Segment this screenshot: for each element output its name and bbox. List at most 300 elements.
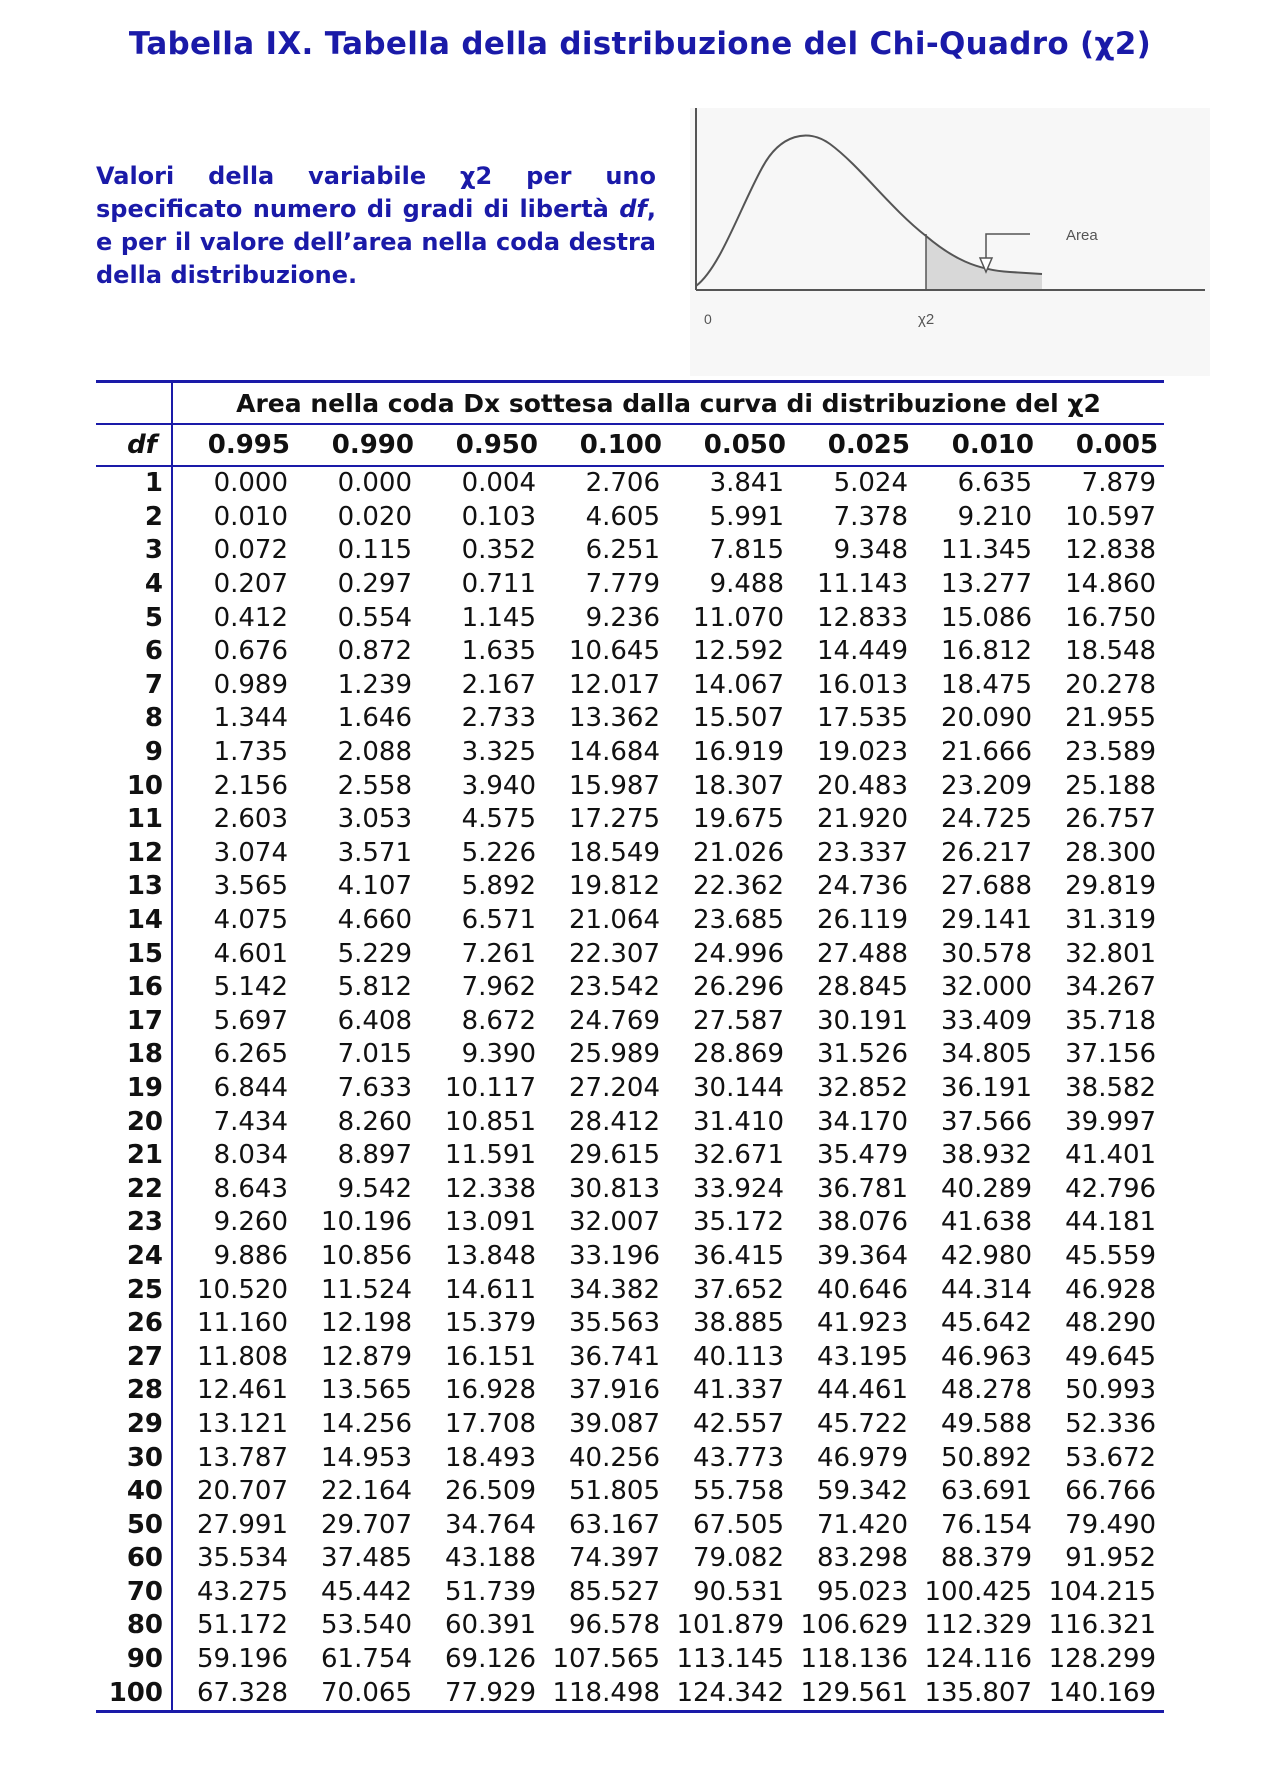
chi-value-cell: 27.991 — [197, 1509, 288, 1540]
chi-value-cell: 37.916 — [569, 1375, 660, 1406]
chi-value-cell: 50.993 — [1065, 1375, 1157, 1406]
chi-value-cell: 11.160 — [197, 1308, 288, 1339]
df-cell: 13 — [96, 870, 172, 904]
chi-value-cell: 10.851 — [445, 1106, 536, 1137]
chi-value-cell: 0.711 — [461, 569, 536, 600]
chi-value-cell: 46.928 — [1065, 1274, 1157, 1305]
chi-value-cell: 4.605 — [585, 501, 660, 532]
chi-value-cell: 0.676 — [213, 636, 288, 667]
chi-value-cell: 67.505 — [693, 1509, 784, 1540]
chi-value-cell: 10.196 — [321, 1207, 412, 1238]
chi-value-cell: 32.000 — [941, 972, 1032, 1003]
table-row — [96, 937, 1164, 971]
chi-value-cell: 135.807 — [916, 1676, 1040, 1711]
chi-value-cell: 5.991 — [709, 501, 784, 532]
chi-value-cell: 32.671 — [693, 1140, 784, 1171]
chi-value-cell: 101.879 — [676, 1610, 784, 1641]
table-row — [96, 669, 1164, 703]
chi-value-cell: 0.000 — [213, 468, 288, 499]
chi-value-cell: 33.924 — [693, 1173, 784, 1204]
chi-square-table — [96, 380, 1164, 1713]
df-cell: 15 — [96, 937, 172, 971]
chi-value-cell: 45.722 — [817, 1408, 908, 1439]
df-cell: 10 — [96, 769, 172, 803]
df-cell: 30 — [96, 1441, 172, 1475]
intro-text-2: , e per il valore dell’area nella coda destra della distribuzione. — [96, 195, 656, 289]
df-cell: 12 — [96, 837, 172, 871]
table-row — [96, 1643, 1164, 1677]
chi-value-cell: 2.706 — [585, 468, 660, 499]
chi-value-cell: 124.342 — [668, 1676, 792, 1711]
figure-background — [690, 108, 1210, 376]
chi-value-cell: 17.275 — [569, 804, 660, 835]
chi-value-cell: 39.087 — [569, 1408, 660, 1439]
chi-value-cell: 40.289 — [941, 1173, 1032, 1204]
chi-value-cell: 50.892 — [941, 1442, 1032, 1473]
chi-value-cell: 3.325 — [461, 737, 536, 768]
chi-value-cell: 7.434 — [213, 1106, 288, 1137]
df-cell: 70 — [96, 1576, 172, 1610]
chi-value-cell: 1.344 — [213, 703, 288, 734]
df-cell: 18 — [96, 1038, 172, 1072]
chi-value-cell: 48.278 — [941, 1375, 1032, 1406]
chi-value-cell: 3.571 — [337, 837, 412, 868]
table-row — [96, 1206, 1164, 1240]
chi-value-cell: 11.070 — [693, 602, 784, 633]
table-row — [96, 736, 1164, 770]
chi-value-cell: 60.391 — [445, 1610, 536, 1641]
chi-value-cell: 6.571 — [461, 905, 536, 936]
chi-value-cell: 6.251 — [585, 535, 660, 566]
chi-value-cell: 14.256 — [321, 1408, 412, 1439]
chi-value-cell: 14.860 — [1065, 569, 1157, 600]
chi-value-cell: 13.091 — [445, 1207, 536, 1238]
chi-value-cell: 14.449 — [817, 636, 908, 667]
chi-value-cell: 129.561 — [792, 1676, 916, 1711]
chi-value-cell: 2.156 — [213, 770, 288, 801]
df-cell: 20 — [96, 1105, 172, 1139]
chi-value-cell: 29.819 — [1065, 871, 1157, 902]
table-row — [96, 568, 1164, 602]
df-cell: 3 — [96, 534, 172, 568]
x-origin-label: 0 — [704, 311, 712, 327]
table-row — [96, 1038, 1164, 1072]
chi-value-cell: 46.979 — [817, 1442, 908, 1473]
df-cell: 21 — [96, 1139, 172, 1173]
chi-value-cell: 19.675 — [693, 804, 784, 835]
chi-value-cell: 16.928 — [445, 1375, 536, 1406]
chi-value-cell: 12.833 — [817, 602, 908, 633]
table-row — [96, 1139, 1164, 1173]
chi-square-figure — [690, 108, 1210, 376]
df-cell: 11 — [96, 803, 172, 837]
chi-value-cell: 26.296 — [693, 972, 784, 1003]
chi-value-cell: 44.314 — [941, 1274, 1032, 1305]
table-row — [96, 803, 1164, 837]
chi-value-cell: 35.563 — [569, 1308, 660, 1339]
chi-value-cell: 24.736 — [817, 871, 908, 902]
chi-value-cell: 9.390 — [461, 1039, 536, 1070]
chi-value-cell: 13.848 — [445, 1240, 536, 1271]
chi-value-cell: 67.328 — [172, 1676, 296, 1711]
chi-value-cell: 21.064 — [569, 905, 660, 936]
p-value-header: 0.990 — [296, 424, 420, 466]
chi-value-cell: 0.010 — [213, 501, 288, 532]
chi-value-cell: 2.603 — [213, 804, 288, 835]
chi-value-cell: 5.697 — [213, 1005, 288, 1036]
chi-value-cell: 95.023 — [817, 1576, 908, 1607]
chi-value-cell: 0.103 — [461, 501, 536, 532]
chi-value-cell: 24.769 — [569, 1005, 660, 1036]
chi-value-cell: 41.401 — [1065, 1140, 1157, 1171]
chi-value-cell: 2.088 — [337, 737, 412, 768]
table-row — [96, 1374, 1164, 1408]
chi-value-cell: 49.645 — [1065, 1341, 1157, 1372]
chi-value-cell: 30.578 — [941, 938, 1032, 969]
table-row — [96, 1408, 1164, 1442]
df-cell: 28 — [96, 1374, 172, 1408]
chi-value-cell: 32.007 — [569, 1207, 660, 1238]
chi-value-cell: 3.565 — [213, 871, 288, 902]
chi-value-cell: 11.345 — [941, 535, 1032, 566]
chi-value-cell: 27.204 — [569, 1072, 660, 1103]
table-row — [96, 1172, 1164, 1206]
chi-value-cell: 4.075 — [213, 905, 288, 936]
chi-square-table-container — [96, 380, 1164, 1713]
chi-value-cell: 10.117 — [445, 1072, 536, 1103]
chi-value-cell: 51.805 — [569, 1476, 660, 1507]
chi-value-cell: 15.507 — [693, 703, 784, 734]
chi-value-cell: 34.267 — [1065, 972, 1157, 1003]
chi-value-cell: 1.239 — [337, 669, 412, 700]
table-row — [96, 1475, 1164, 1509]
chi-value-cell: 28.412 — [569, 1106, 660, 1137]
table-row — [96, 601, 1164, 635]
chi-value-cell: 6.265 — [213, 1039, 288, 1070]
chi-value-cell: 39.364 — [817, 1240, 908, 1271]
chi-value-cell: 18.307 — [693, 770, 784, 801]
chi-value-cell: 37.652 — [693, 1274, 784, 1305]
df-cell: 80 — [96, 1609, 172, 1643]
chi-value-cell: 100.425 — [924, 1576, 1032, 1607]
chi-value-cell: 2.733 — [461, 703, 536, 734]
chi-value-cell: 9.236 — [585, 602, 660, 633]
chi-value-cell: 43.188 — [445, 1543, 536, 1574]
p-value-header: 0.010 — [916, 424, 1040, 466]
chi-value-cell: 12.017 — [569, 669, 660, 700]
chi-value-cell: 28.869 — [693, 1039, 784, 1070]
chi-value-cell: 45.442 — [321, 1576, 412, 1607]
chi-value-cell: 21.666 — [941, 737, 1032, 768]
chi-value-cell: 7.779 — [585, 569, 660, 600]
chi-value-cell: 44.461 — [817, 1375, 908, 1406]
table-row — [96, 769, 1164, 803]
table-row — [96, 702, 1164, 736]
chi-value-cell: 38.076 — [817, 1207, 908, 1238]
chi-value-cell: 1.145 — [461, 602, 536, 633]
chi-square-density-curve-icon — [690, 108, 1210, 376]
chi-value-cell: 8.643 — [213, 1173, 288, 1204]
chi-value-cell: 1.735 — [213, 737, 288, 768]
chi-value-cell: 28.845 — [817, 972, 908, 1003]
chi-value-cell: 43.195 — [817, 1341, 908, 1372]
chi-value-cell: 5.142 — [213, 972, 288, 1003]
chi-value-cell: 16.812 — [941, 636, 1032, 667]
table-row — [96, 466, 1164, 501]
chi-value-cell: 35.534 — [197, 1543, 288, 1574]
table-row — [96, 1340, 1164, 1374]
chi-value-cell: 33.409 — [941, 1005, 1032, 1036]
chi-value-cell: 36.191 — [941, 1072, 1032, 1103]
table-row — [96, 1676, 1164, 1711]
intro-text-1: Valori della variabile χ2 per uno specificato numero di gradi di libertà — [96, 162, 656, 223]
chi-value-cell: 9.886 — [213, 1240, 288, 1271]
chi-value-cell: 13.787 — [197, 1442, 288, 1473]
area-header-row — [96, 382, 1164, 425]
table-row — [96, 1005, 1164, 1039]
df-cell: 90 — [96, 1643, 172, 1677]
chi-value-cell: 34.170 — [817, 1106, 908, 1137]
chi-value-cell: 39.997 — [1065, 1106, 1157, 1137]
chi-value-cell: 16.151 — [445, 1341, 536, 1372]
chi-value-cell: 118.498 — [544, 1676, 668, 1711]
chi-value-cell: 7.378 — [833, 501, 908, 532]
chi-value-cell: 41.923 — [817, 1308, 908, 1339]
chi-value-cell: 3.074 — [213, 837, 288, 868]
chi-value-cell: 96.578 — [569, 1610, 660, 1641]
chi-value-cell: 31.319 — [1065, 905, 1157, 936]
chi-value-cell: 36.415 — [693, 1240, 784, 1271]
table-row — [96, 635, 1164, 669]
chi-value-cell: 26.119 — [817, 905, 908, 936]
chi-value-cell: 4.107 — [337, 871, 412, 902]
chi-value-cell: 29.141 — [941, 905, 1032, 936]
chi-value-cell: 106.629 — [800, 1610, 908, 1641]
chi-value-cell: 70.065 — [296, 1676, 420, 1711]
df-cell: 19 — [96, 1072, 172, 1106]
chi-value-cell: 4.575 — [461, 804, 536, 835]
chi-value-cell: 34.382 — [569, 1274, 660, 1305]
df-cell: 16 — [96, 971, 172, 1005]
chi-value-cell: 91.952 — [1065, 1543, 1157, 1574]
chi-value-cell: 59.196 — [197, 1644, 288, 1675]
chi-value-cell: 23.685 — [693, 905, 784, 936]
df-cell: 5 — [96, 601, 172, 635]
chi-value-cell: 19.812 — [569, 871, 660, 902]
chi-value-cell: 26.509 — [445, 1476, 536, 1507]
chi-value-cell: 2.558 — [337, 770, 412, 801]
chi-value-cell: 27.688 — [941, 871, 1032, 902]
chi-value-cell: 33.196 — [569, 1240, 660, 1271]
chi-value-cell: 8.034 — [213, 1140, 288, 1171]
chi-value-cell: 88.379 — [941, 1543, 1032, 1574]
chi-value-cell: 10.856 — [321, 1240, 412, 1271]
df-cell: 2 — [96, 501, 172, 535]
table-row — [96, 1105, 1164, 1139]
df-cell: 22 — [96, 1172, 172, 1206]
chi-value-cell: 113.145 — [676, 1644, 784, 1675]
chi-value-cell: 5.812 — [337, 972, 412, 1003]
chi-value-cell: 21.955 — [1065, 703, 1157, 734]
chi-value-cell: 8.260 — [337, 1106, 412, 1137]
chi-value-cell: 52.336 — [1065, 1408, 1157, 1439]
chi-value-cell: 24.725 — [941, 804, 1032, 835]
df-cell: 100 — [96, 1676, 172, 1711]
chi-value-cell: 21.026 — [693, 837, 784, 868]
chi-value-cell: 40.646 — [817, 1274, 908, 1305]
chi-value-cell: 26.757 — [1065, 804, 1157, 835]
header-corner — [96, 382, 172, 425]
chi-value-cell: 71.420 — [817, 1509, 908, 1540]
chi-value-cell: 38.932 — [941, 1140, 1032, 1171]
chi-value-cell: 16.013 — [817, 669, 908, 700]
table-row — [96, 1240, 1164, 1274]
df-cell: 9 — [96, 736, 172, 770]
chi-value-cell: 13.277 — [941, 569, 1032, 600]
chi-value-cell: 90.531 — [693, 1576, 784, 1607]
p-value-header: 0.025 — [792, 424, 916, 466]
chi-value-cell: 5.226 — [461, 837, 536, 868]
chi-value-cell: 0.989 — [213, 669, 288, 700]
table-row — [96, 1609, 1164, 1643]
chi-value-cell: 0.412 — [213, 602, 288, 633]
x-chi-label: χ2 — [918, 311, 935, 328]
chi-value-cell: 4.660 — [337, 905, 412, 936]
chi-value-cell: 30.191 — [817, 1005, 908, 1036]
chi-value-cell: 3.841 — [709, 468, 784, 499]
chi-value-cell: 61.754 — [321, 1644, 412, 1675]
area-header: Area nella coda Dx sottesa dalla curva di distribuzione del χ2 — [172, 382, 1164, 425]
table-row — [96, 1307, 1164, 1341]
chi-value-cell: 35.172 — [693, 1207, 784, 1238]
chi-value-cell: 3.053 — [337, 804, 412, 835]
chi-value-cell: 63.691 — [941, 1476, 1032, 1507]
chi-value-cell: 29.615 — [569, 1140, 660, 1171]
chi-value-cell: 7.879 — [1081, 468, 1157, 499]
chi-value-cell: 5.229 — [337, 938, 412, 969]
chi-value-cell: 42.557 — [693, 1408, 784, 1439]
probability-header-row — [96, 424, 1164, 466]
chi-value-cell: 0.020 — [337, 501, 412, 532]
chi-value-cell: 9.348 — [833, 535, 908, 566]
chi-value-cell: 22.307 — [569, 938, 660, 969]
chi-value-cell: 45.559 — [1065, 1240, 1157, 1271]
chi-value-cell: 0.297 — [337, 569, 412, 600]
chi-value-cell: 6.635 — [957, 468, 1032, 499]
chi-value-cell: 30.813 — [569, 1173, 660, 1204]
chi-value-cell: 77.929 — [420, 1676, 544, 1711]
p-value-header: 0.950 — [420, 424, 544, 466]
chi-value-cell: 12.461 — [197, 1375, 288, 1406]
chi-value-cell: 79.082 — [693, 1543, 784, 1574]
chi-value-cell: 13.121 — [197, 1408, 288, 1439]
chi-value-cell: 112.329 — [924, 1610, 1032, 1641]
p-value-header: 0.995 — [172, 424, 296, 466]
chi-value-cell: 45.642 — [941, 1308, 1032, 1339]
chi-value-cell: 23.542 — [569, 972, 660, 1003]
df-header: df — [96, 424, 172, 466]
chi-value-cell: 55.758 — [693, 1476, 784, 1507]
chi-value-cell: 25.188 — [1065, 770, 1157, 801]
chi-value-cell: 6.844 — [213, 1072, 288, 1103]
chi-value-cell: 20.090 — [941, 703, 1032, 734]
chi-value-cell: 53.540 — [321, 1610, 412, 1641]
chi-value-cell: 76.154 — [941, 1509, 1032, 1540]
chi-value-cell: 38.582 — [1065, 1072, 1157, 1103]
chi-value-cell: 7.633 — [337, 1072, 412, 1103]
chi-value-cell: 0.872 — [337, 636, 412, 667]
chi-value-cell: 116.321 — [1048, 1610, 1157, 1641]
chi-value-cell: 26.217 — [941, 837, 1032, 868]
chi-value-cell: 20.707 — [197, 1476, 288, 1507]
chi-value-cell: 32.801 — [1065, 938, 1157, 969]
page-title: Tabella IX. Tabella della distribuzione del Chi-Quadro (χ2) — [128, 26, 1152, 62]
chi-value-cell: 24.996 — [693, 938, 784, 969]
chi-value-cell: 15.987 — [569, 770, 660, 801]
chi-value-cell: 128.299 — [1048, 1644, 1157, 1675]
chi-value-cell: 9.488 — [709, 569, 784, 600]
chi-value-cell: 51.172 — [197, 1610, 288, 1641]
chi-value-cell: 0.115 — [337, 535, 412, 566]
chi-value-cell: 9.260 — [213, 1207, 288, 1238]
table-row — [96, 1273, 1164, 1307]
chi-value-cell: 37.485 — [321, 1543, 412, 1574]
chi-value-cell: 23.209 — [941, 770, 1032, 801]
chi-value-cell: 49.588 — [941, 1408, 1032, 1439]
chi-value-cell: 3.940 — [461, 770, 536, 801]
chi-value-cell: 21.920 — [817, 804, 908, 835]
chi-value-cell: 0.000 — [337, 468, 412, 499]
chi-value-cell: 27.488 — [817, 938, 908, 969]
chi-value-cell: 37.566 — [941, 1106, 1032, 1137]
table-row — [96, 534, 1164, 568]
chi-value-cell: 41.638 — [941, 1207, 1032, 1238]
df-cell: 1 — [96, 466, 172, 501]
chi-value-cell: 14.953 — [321, 1442, 412, 1473]
chi-value-cell: 124.116 — [924, 1644, 1032, 1675]
chi-value-cell: 51.739 — [445, 1576, 536, 1607]
chi-value-cell: 140.169 — [1040, 1676, 1164, 1711]
table-row — [96, 904, 1164, 938]
chi-value-cell: 22.362 — [693, 871, 784, 902]
chi-value-cell: 9.542 — [337, 1173, 412, 1204]
chi-value-cell: 15.086 — [941, 602, 1032, 633]
table-row — [96, 837, 1164, 871]
chi-value-cell: 36.781 — [817, 1173, 908, 1204]
chi-value-cell: 59.342 — [817, 1476, 908, 1507]
chi-value-cell: 0.554 — [337, 602, 412, 633]
chi-value-cell: 17.708 — [445, 1408, 536, 1439]
chi-value-cell: 40.256 — [569, 1442, 660, 1473]
chi-value-cell: 13.362 — [569, 703, 660, 734]
chi-value-cell: 12.592 — [693, 636, 784, 667]
table-row — [96, 1441, 1164, 1475]
chi-value-cell: 18.548 — [1065, 636, 1157, 667]
chi-value-cell: 12.838 — [1065, 535, 1157, 566]
intro-df-term: df — [619, 195, 647, 223]
df-cell: 25 — [96, 1273, 172, 1307]
chi-value-cell: 31.410 — [693, 1106, 784, 1137]
df-cell: 40 — [96, 1475, 172, 1509]
chi-value-cell: 29.707 — [321, 1509, 412, 1540]
chi-value-cell: 43.275 — [197, 1576, 288, 1607]
chi-value-cell: 10.597 — [1065, 501, 1157, 532]
chi-value-cell: 2.167 — [461, 669, 536, 700]
df-cell: 14 — [96, 904, 172, 938]
chi-value-cell: 8.672 — [461, 1005, 536, 1036]
chi-value-cell: 69.126 — [445, 1644, 536, 1675]
df-cell: 8 — [96, 702, 172, 736]
